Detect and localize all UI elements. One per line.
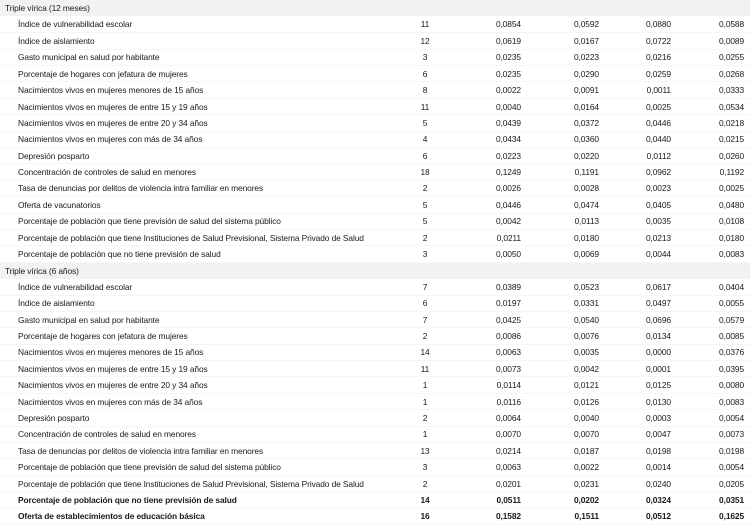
value-col-4: 0,0588 xyxy=(674,16,750,32)
value-col-2: 0,0040 xyxy=(524,410,602,426)
value-col-2: 0,0220 xyxy=(524,148,602,164)
value-col-1: 0,0116 xyxy=(447,393,524,409)
value-col-4: 0,0025 xyxy=(674,180,750,196)
value-col-3: 0,0125 xyxy=(602,377,674,393)
table-row xyxy=(0,311,750,327)
indicator-label: Oferta de establecimientos de educación básica xyxy=(0,508,397,524)
value-col-4: 0,0376 xyxy=(674,344,750,360)
value-col-2: 0,0180 xyxy=(524,229,602,245)
value-col-4: 0,0480 xyxy=(674,197,750,213)
value-col-3: 0,0134 xyxy=(602,328,674,344)
indicator-label: Índice de aislamiento xyxy=(0,295,397,311)
indicator-label: Nacimientos vivos en mujeres de entre 20 y 34 años xyxy=(0,115,397,131)
indicator-count: 6 xyxy=(397,295,447,311)
table-row xyxy=(0,508,750,524)
group-header-row xyxy=(0,0,750,16)
value-col-2: 0,0360 xyxy=(524,131,602,147)
indicator-label: Nacimientos vivos en mujeres con más de 34 años xyxy=(0,131,397,147)
value-col-1: 0,0439 xyxy=(447,115,524,131)
indicator-count: 4 xyxy=(397,131,447,147)
table-row xyxy=(0,361,750,377)
table-row xyxy=(0,443,750,459)
indicator-label: Porcentaje de población que no tiene previsión de salud xyxy=(0,492,397,508)
value-col-1: 0,0197 xyxy=(447,295,524,311)
indicator-label: Porcentaje de población que tiene Instituciones de Salud Previsional, Sistema Privado de Salud xyxy=(0,475,397,491)
group-title: Triple vírica (6 años) xyxy=(0,262,750,278)
value-col-1: 0,0063 xyxy=(447,344,524,360)
indicator-label: Nacimientos vivos en mujeres de entre 15 y 19 años xyxy=(0,361,397,377)
value-col-2: 0,0474 xyxy=(524,197,602,213)
table-row xyxy=(0,279,750,295)
indicator-label: Concentración de controles de salud en menores xyxy=(0,426,397,442)
value-col-2: 0,0331 xyxy=(524,295,602,311)
table-row xyxy=(0,16,750,32)
table-row xyxy=(0,98,750,114)
indicator-label: Porcentaje de población que tiene previsión de salud del sistema público xyxy=(0,213,397,229)
value-col-1: 0,0223 xyxy=(447,148,524,164)
table-row xyxy=(0,344,750,360)
table-row xyxy=(0,66,750,82)
value-col-3: 0,0446 xyxy=(602,115,674,131)
value-col-3: 0,0405 xyxy=(602,197,674,213)
value-col-1: 0,1249 xyxy=(447,164,524,180)
indicator-label: Gasto municipal en salud por habitante xyxy=(0,311,397,327)
value-col-1: 0,0026 xyxy=(447,180,524,196)
indicator-count: 3 xyxy=(397,49,447,65)
value-col-3: 0,0617 xyxy=(602,279,674,295)
indicator-label: Tasa de denuncias por delitos de violencia intra familiar en menores xyxy=(0,443,397,459)
value-col-1: 0,0086 xyxy=(447,328,524,344)
value-col-4: 0,0333 xyxy=(674,82,750,98)
table-row xyxy=(0,213,750,229)
value-col-4: 0,0083 xyxy=(674,246,750,262)
value-col-4: 0,0073 xyxy=(674,426,750,442)
indicator-count: 1 xyxy=(397,377,447,393)
value-col-4: 0,0108 xyxy=(674,213,750,229)
value-col-3: 0,0003 xyxy=(602,410,674,426)
indicator-label: Depresión posparto xyxy=(0,410,397,426)
value-col-4: 0,1192 xyxy=(674,164,750,180)
value-col-3: 0,0014 xyxy=(602,459,674,475)
value-col-2: 0,0223 xyxy=(524,49,602,65)
value-col-2: 0,1191 xyxy=(524,164,602,180)
value-col-3: 0,0198 xyxy=(602,443,674,459)
indicator-count: 11 xyxy=(397,16,447,32)
value-col-1: 0,0063 xyxy=(447,459,524,475)
value-col-3: 0,0130 xyxy=(602,393,674,409)
value-col-4: 0,0054 xyxy=(674,410,750,426)
value-col-2: 0,0231 xyxy=(524,475,602,491)
value-col-4: 0,0054 xyxy=(674,459,750,475)
value-col-3: 0,0259 xyxy=(602,66,674,82)
value-col-1: 0,0214 xyxy=(447,443,524,459)
table-row xyxy=(0,426,750,442)
indicator-count: 7 xyxy=(397,279,447,295)
value-col-3: 0,0240 xyxy=(602,475,674,491)
value-col-2: 0,0164 xyxy=(524,98,602,114)
indicator-count: 2 xyxy=(397,229,447,245)
indicator-label: Oferta de vacunatorios xyxy=(0,197,397,213)
table-row xyxy=(0,475,750,491)
value-col-4: 0,1625 xyxy=(674,508,750,524)
value-col-2: 0,0028 xyxy=(524,180,602,196)
value-col-2: 0,0070 xyxy=(524,426,602,442)
indicator-count: 2 xyxy=(397,328,447,344)
value-col-3: 0,0035 xyxy=(602,213,674,229)
value-col-3: 0,0722 xyxy=(602,33,674,49)
indicator-label: Concentración de controles de salud en menores xyxy=(0,164,397,180)
value-col-3: 0,0023 xyxy=(602,180,674,196)
indicator-count: 5 xyxy=(397,115,447,131)
table-row xyxy=(0,229,750,245)
value-col-1: 0,0235 xyxy=(447,49,524,65)
value-col-2: 0,0290 xyxy=(524,66,602,82)
table-row xyxy=(0,328,750,344)
value-col-1: 0,0211 xyxy=(447,229,524,245)
indicator-label: Porcentaje de población que tiene previsión de salud del sistema público xyxy=(0,459,397,475)
value-col-3: 0,0880 xyxy=(602,16,674,32)
indicator-count: 2 xyxy=(397,180,447,196)
value-col-1: 0,0201 xyxy=(447,475,524,491)
indicator-label: Nacimientos vivos en mujeres menores de 15 años xyxy=(0,82,397,98)
table-row xyxy=(0,33,750,49)
value-col-2: 0,0592 xyxy=(524,16,602,32)
value-col-2: 0,0523 xyxy=(524,279,602,295)
table-row xyxy=(0,82,750,98)
value-col-4: 0,0085 xyxy=(674,328,750,344)
value-col-3: 0,0497 xyxy=(602,295,674,311)
value-col-1: 0,0073 xyxy=(447,361,524,377)
indicator-count: 11 xyxy=(397,361,447,377)
table-row xyxy=(0,246,750,262)
value-col-1: 0,0425 xyxy=(447,311,524,327)
indicator-count: 18 xyxy=(397,164,447,180)
value-col-4: 0,0083 xyxy=(674,393,750,409)
value-col-1: 0,1582 xyxy=(447,508,524,524)
value-col-4: 0,0268 xyxy=(674,66,750,82)
value-col-3: 0,0216 xyxy=(602,49,674,65)
indicator-count: 6 xyxy=(397,66,447,82)
value-col-3: 0,0962 xyxy=(602,164,674,180)
value-col-2: 0,0121 xyxy=(524,377,602,393)
value-col-1: 0,0114 xyxy=(447,377,524,393)
indicator-count: 6 xyxy=(397,148,447,164)
indicator-label: Índice de aislamiento xyxy=(0,33,397,49)
value-col-1: 0,0619 xyxy=(447,33,524,49)
indicator-count: 8 xyxy=(397,82,447,98)
value-col-2: 0,0372 xyxy=(524,115,602,131)
value-col-2: 0,0187 xyxy=(524,443,602,459)
table-row xyxy=(0,459,750,475)
value-col-4: 0,0260 xyxy=(674,148,750,164)
value-col-4: 0,0534 xyxy=(674,98,750,114)
indicator-count: 2 xyxy=(397,475,447,491)
table-row xyxy=(0,393,750,409)
value-col-4: 0,0215 xyxy=(674,131,750,147)
value-col-1: 0,0070 xyxy=(447,426,524,442)
indicator-label: Índice de vulnerabilidad escolar xyxy=(0,279,397,295)
indicator-count: 1 xyxy=(397,426,447,442)
value-col-4: 0,0198 xyxy=(674,443,750,459)
value-col-2: 0,0126 xyxy=(524,393,602,409)
value-col-3: 0,0000 xyxy=(602,344,674,360)
value-col-4: 0,0080 xyxy=(674,377,750,393)
indicator-label: Tasa de denuncias por delitos de violencia intra familiar en menores xyxy=(0,180,397,196)
indicator-count: 14 xyxy=(397,492,447,508)
value-col-2: 0,0035 xyxy=(524,344,602,360)
indicator-label: Porcentaje de hogares con jefatura de mujeres xyxy=(0,66,397,82)
indicator-label: Porcentaje de población que tiene Instituciones de Salud Previsional, Sistema Privado de Salud xyxy=(0,229,397,245)
value-col-3: 0,0001 xyxy=(602,361,674,377)
indicator-label: Nacimientos vivos en mujeres menores de 15 años xyxy=(0,344,397,360)
table-row xyxy=(0,131,750,147)
value-col-2: 0,0202 xyxy=(524,492,602,508)
value-col-4: 0,0218 xyxy=(674,115,750,131)
table-row xyxy=(0,115,750,131)
indicator-count: 7 xyxy=(397,311,447,327)
value-col-4: 0,0255 xyxy=(674,49,750,65)
value-col-2: 0,0540 xyxy=(524,311,602,327)
table-row xyxy=(0,197,750,213)
value-col-2: 0,0069 xyxy=(524,246,602,262)
value-col-1: 0,0854 xyxy=(447,16,524,32)
table-row xyxy=(0,492,750,508)
value-col-2: 0,0167 xyxy=(524,33,602,49)
indicator-count: 2 xyxy=(397,410,447,426)
value-col-4: 0,0055 xyxy=(674,295,750,311)
value-col-2: 0,0113 xyxy=(524,213,602,229)
group-header-row xyxy=(0,262,750,278)
value-col-2: 0,0042 xyxy=(524,361,602,377)
value-col-4: 0,0180 xyxy=(674,229,750,245)
value-col-3: 0,0440 xyxy=(602,131,674,147)
table-row xyxy=(0,180,750,196)
value-col-1: 0,0042 xyxy=(447,213,524,229)
value-col-1: 0,0389 xyxy=(447,279,524,295)
table-row xyxy=(0,377,750,393)
value-col-3: 0,0696 xyxy=(602,311,674,327)
indicator-count: 14 xyxy=(397,344,447,360)
value-col-1: 0,0064 xyxy=(447,410,524,426)
indicator-count: 5 xyxy=(397,213,447,229)
value-col-3: 0,0512 xyxy=(602,508,674,524)
indicator-label: Gasto municipal en salud por habitante xyxy=(0,49,397,65)
value-col-4: 0,0395 xyxy=(674,361,750,377)
indicator-label: Porcentaje de población que no tiene previsión de salud xyxy=(0,246,397,262)
indicator-label: Nacimientos vivos en mujeres con más de 34 años xyxy=(0,393,397,409)
table-row xyxy=(0,49,750,65)
value-col-2: 0,1511 xyxy=(524,508,602,524)
value-col-1: 0,0235 xyxy=(447,66,524,82)
value-col-2: 0,0076 xyxy=(524,328,602,344)
value-col-4: 0,0089 xyxy=(674,33,750,49)
indicator-count: 13 xyxy=(397,443,447,459)
value-col-3: 0,0044 xyxy=(602,246,674,262)
value-col-1: 0,0434 xyxy=(447,131,524,147)
value-col-3: 0,0011 xyxy=(602,82,674,98)
indicator-label: Nacimientos vivos en mujeres de entre 15 y 19 años xyxy=(0,98,397,114)
value-col-1: 0,0022 xyxy=(447,82,524,98)
indicator-label: Depresión posparto xyxy=(0,148,397,164)
value-col-2: 0,0022 xyxy=(524,459,602,475)
value-col-1: 0,0040 xyxy=(447,98,524,114)
value-col-1: 0,0050 xyxy=(447,246,524,262)
indicator-count: 3 xyxy=(397,246,447,262)
indicator-count: 12 xyxy=(397,33,447,49)
table-row xyxy=(0,164,750,180)
indicator-label: Nacimientos vivos en mujeres de entre 20 y 34 años xyxy=(0,377,397,393)
indicator-count: 11 xyxy=(397,98,447,114)
value-col-3: 0,0213 xyxy=(602,229,674,245)
table-row xyxy=(0,410,750,426)
value-col-3: 0,0112 xyxy=(602,148,674,164)
indicator-count: 1 xyxy=(397,393,447,409)
value-col-2: 0,0091 xyxy=(524,82,602,98)
value-col-1: 0,0511 xyxy=(447,492,524,508)
indicator-label: Porcentaje de hogares con jefatura de mujeres xyxy=(0,328,397,344)
indicator-count: 3 xyxy=(397,459,447,475)
value-col-4: 0,0404 xyxy=(674,279,750,295)
table-row xyxy=(0,148,750,164)
value-col-3: 0,0324 xyxy=(602,492,674,508)
value-col-3: 0,0025 xyxy=(602,98,674,114)
value-col-4: 0,0351 xyxy=(674,492,750,508)
group-title: Triple vírica (12 meses) xyxy=(0,0,750,16)
indicator-label: Índice de vulnerabilidad escolar xyxy=(0,16,397,32)
indicator-count: 5 xyxy=(397,197,447,213)
value-col-3: 0,0047 xyxy=(602,426,674,442)
table-row xyxy=(0,295,750,311)
value-col-4: 0,0579 xyxy=(674,311,750,327)
value-col-1: 0,0446 xyxy=(447,197,524,213)
value-col-4: 0,0205 xyxy=(674,475,750,491)
indicator-count: 16 xyxy=(397,508,447,524)
